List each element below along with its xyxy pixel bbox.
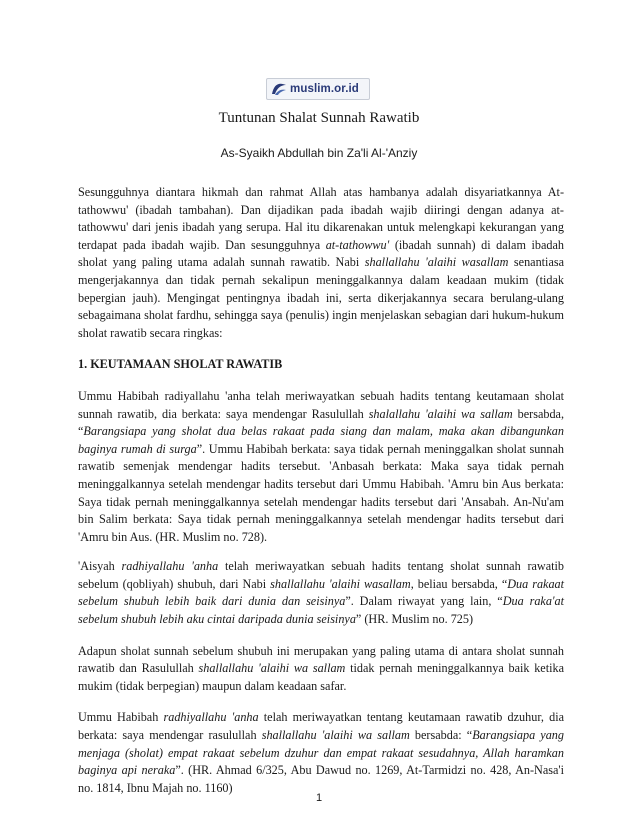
italic-term: at-tathowwu' — [325, 237, 390, 252]
italic-term: shallallahu 'alaihi wasallam — [364, 255, 509, 270]
logo-text: muslim.or.id — [290, 83, 359, 95]
italic-term: shallallahu 'alaihi wa sallam — [198, 661, 346, 676]
logo-icon — [271, 82, 287, 96]
italic-quote: Barangsiapa yang sholat dua belas rakaat pada siang dan malam, maka akan dibangunkan baginya rumah di surga — [78, 424, 564, 456]
document-title: Tuntunan Shalat Sunnah Rawatib — [218, 110, 420, 126]
paragraph-rawatib-dzuhur — [78, 709, 564, 797]
text-run: 'Aisyah — [78, 559, 122, 574]
text-run: Adapun sholat sunnah sebelum shubuh ini merupakan yang paling utama di antara sholat sunnah rawatib dan Rasulullah — [78, 643, 564, 676]
text-run: Ummu Habibah radiyallahu 'anha telah meriwayatkan sebuah hadits tentang keutamaan sholat sunnah rawatib, dia berkata: saya mendengar Rasulullah — [78, 388, 564, 421]
paragraph-aisyah — [78, 558, 564, 628]
text-run: (ibadah sunnah) di dalam ibadah sholat yang paling utama adalah sunnah rawatib. Nabi — [78, 237, 565, 270]
text-run: Sesungguhnya diantara hikmah dan rahmat Allah atas hambanya adalah disyariatkannya At-tathowwu' (ibadah tambahan). Dan dijadikan pada ibadah wajib diiringi dengan adanya at-tathowwu' dari jenis ibadah yang serupa. Hal itu dikarenakan untuk melengkapi kekurangan yang terdapat pada ibadah wajib. Dan sesungguhnya — [78, 185, 564, 252]
italic-term: radhiyallahu 'anha — [121, 559, 219, 574]
site-logo — [266, 78, 370, 100]
text-run: telah meriwayatkan sebuah hadits tentang sholat sunnah rawatib sebelum (qobliyah) shubuh, dari Nabi — [78, 559, 564, 591]
text-run: senantiasa mengerjakannya dan tidak pernah sekalipun meninggalkannya dalam keadaan mukim (tidak bepergian jauh). Mengingat pentingnya ibadah ini, serta dikerjakannya secara berulang-ulang sebagaimana sholat fardhu, sehingga saya (penulis) ingin menjelaskan sebagian dari hukum-hukum sholat rawatib secara ringkas: — [78, 255, 565, 340]
paragraph-ummu-habibah — [78, 388, 564, 546]
text-run: bersabda, “ — [78, 406, 565, 439]
text-run: , beliau bersabda, “ — [410, 576, 508, 591]
italic-quote: Barangsiapa yang menjaga (sholat) empat rakaat sebelum dzuhur dan empat rakaat sesudahnya, Allah haramkan baginya api neraka — [78, 728, 564, 778]
text-run: telah meriwayatkan tentang keutamaan rawatib dzuhur, dia berkata: saya mendengar rasulullah — [78, 710, 564, 743]
section-heading: 1. KEUTAMAAN SHOLAT RAWATIB — [78, 357, 283, 372]
intro-paragraph — [78, 184, 564, 342]
italic-term: shallallahu 'alaihi wa sallam — [261, 728, 410, 743]
document-body — [78, 184, 564, 797]
page-number: 1 — [315, 792, 323, 804]
italic-term: shalallahu 'alaihi wa sallam — [368, 406, 513, 421]
italic-quote: Dua raka'at sebelum shubuh lebih aku cintai daripada dunia seisinya — [78, 594, 565, 627]
italic-term: radhiyallahu 'anha — [163, 710, 259, 725]
text-run: ” (HR. Muslim no. 725) — [355, 612, 474, 627]
text-run: ”. Ummu Habibah berkata: saya tidak pernah meninggalkan sholat sunnah rawatib semenjak mendengar hadits tersebut. 'Anbasah berkata: Maka saya tidak pernah meninggalkannya setelah mendengar hadits tersebut dari Ummu Habibah. 'Amru bin Aus berkata: Saya tidak pernah meninggalkannya setelah mendengar hadits tersebut dari 'Ansabah. An-Nu'am bin Salim berkata: Saya tidak pernah meninggalkannya setelah mendengar hadits tersebut dari 'Amru bin Aus. (HR. Muslim no. 728). — [78, 441, 564, 544]
text-run: ”. Dalam riwayat yang lain, “ — [345, 594, 503, 609]
document-author: As-Syaikh Abdullah bin Za'li Al-'Anziy — [220, 146, 418, 160]
text-run: ”. (HR. Ahmad 6/325, Abu Dawud no. 1269, At-Tarmidzi no. 428, An-Nasa'i no. 1814, Ibnu Majah no. 1160) — [78, 763, 564, 795]
paragraph-qobliyah-shubuh — [78, 643, 564, 696]
text-run: bersabda: “ — [409, 728, 473, 743]
italic-quote: Dua rakaat sebelum shubuh lebih baik dari dunia dan seisinya — [78, 576, 565, 609]
text-run: tidak pernah meninggalkannya baik ketika mukim (tidak berpegian) maupun dalam keadaan safar. — [78, 661, 564, 693]
italic-term: shallallahu 'alaihi wasallam — [270, 576, 411, 591]
text-run: Ummu Habibah — [78, 710, 164, 725]
